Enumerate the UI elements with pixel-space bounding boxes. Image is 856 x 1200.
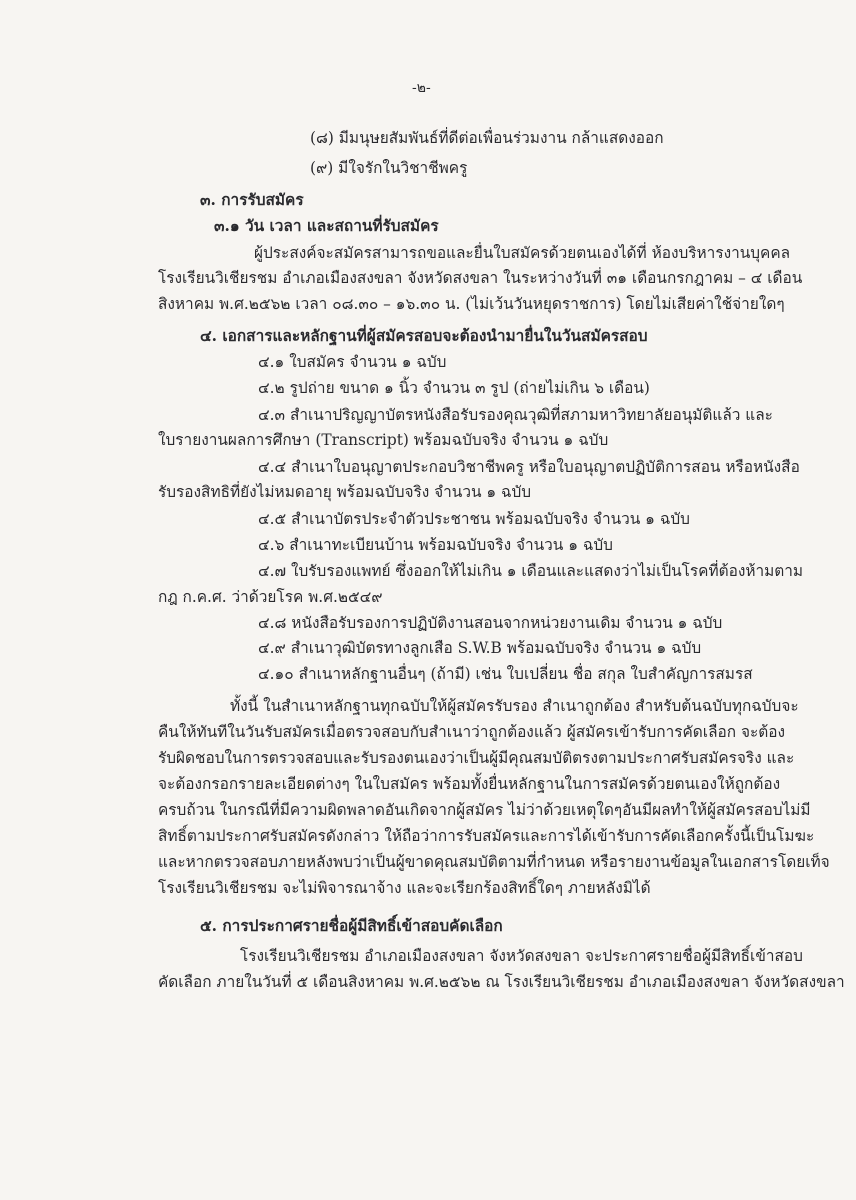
document-list-item: ๔.๔ สำเนาใบอนุญาตประกอบวิชาชีพครู หรือใบอนุญาตปฏิบัติการสอน หรือหนังสือ — [258, 458, 800, 476]
section-4-note-line: คืนให้ทันทีในวันรับสมัครเมื่อตรวจสอบกับสำเนาว่าถูกต้องแล้ว ผู้สมัครเข้ารับการคัดเลือก จะต้อง — [158, 723, 785, 741]
document-list-item: ๔.๑ ใบสมัคร จำนวน ๑ ฉบับ — [258, 353, 447, 371]
document-list-item: ๔.๑๐ สำเนาหลักฐานอื่นๆ (ถ้ามี) เช่น ใบเปลี่ยน ชื่อ สกุล ใบสำคัญการสมรส — [258, 665, 753, 683]
section-3-paragraph-line: โรงเรียนวิเชียรชม อำเภอเมืองสงขลา จังหวัดสงขลา ในระหว่างวันที่ ๓๑ เดือนกรกฎาคม – ๔ เดือน — [158, 269, 803, 287]
section-5-heading: ๕. การประกาศรายชื่อผู้มีสิทธิ์เข้าสอบคัดเลือก — [200, 917, 503, 935]
section-4-note-line: ทั้งนี้ ในสำเนาหลักฐานทุกฉบับให้ผู้สมัครรับรอง สำเนาถูกต้อง สำหรับต้นฉบับทุกฉบับจะ — [230, 697, 799, 715]
section-3-paragraph-line: สิงหาคม พ.ศ.๒๕๖๒ เวลา ๐๘.๓๐ – ๑๖.๓๐ น. (ไม่เว้นวันหยุดราชการ) โดยไม่เสียค่าใช้จ่ายใดๆ — [158, 295, 785, 313]
qualification-item: (๙) มีใจรักในวิชาชีพครู — [310, 159, 468, 177]
section-4-note-line: สิทธิ์ตามประกาศรับสมัครดังกล่าว ให้ถือว่าการรับสมัครและการได้เข้ารับการคัดเลือกครั้งนี้เป็นโมฆะ — [158, 827, 815, 845]
section-4-heading: ๔. เอกสารและหลักฐานที่ผู้สมัครสอบจะต้องนำมายื่นในวันสมัครสอบ — [200, 327, 648, 345]
document-list-item: ๔.๖ สำเนาทะเบียนบ้าน พร้อมฉบับจริง จำนวน ๑ ฉบับ — [258, 536, 613, 554]
page-number: -๒- — [412, 80, 431, 96]
section-4-note-line: โรงเรียนวิเชียรชม จะไม่พิจารณาจ้าง และจะเรียกร้องสิทธิ์ใดๆ ภายหลังมิได้ — [158, 879, 651, 897]
section-5-paragraph-line: โรงเรียนวิเชียรชม อำเภอเมืองสงขลา จังหวัดสงขลา จะประกาศรายชื่อผู้มีสิทธิ์เข้าสอบ — [240, 947, 803, 965]
document-list-item: ๔.๓ สำเนาปริญญาบัตรหนังสือรับรองคุณวุฒิที่สภามหาวิทยาลัยอนุมัติแล้ว และ — [258, 406, 773, 424]
document-list-item: ๔.๙ สำเนาวุฒิบัตรทางลูกเสือ S.W.B พร้อมฉบับจริง จำนวน ๑ ฉบับ — [258, 639, 702, 657]
section-3-1-heading: ๓.๑ วัน เวลา และสถานที่รับสมัคร — [214, 217, 439, 235]
section-4-note-line: และหากตรวจสอบภายหลังพบว่าเป็นผู้ขาดคุณสมบัติตามที่กำหนด หรือรายงานข้อมูลในเอกสารโดยเท็จ — [158, 853, 830, 871]
document-list-item: ๔.๕ สำเนาบัตรประจำตัวประชาชน พร้อมฉบับจริง จำนวน ๑ ฉบับ — [258, 510, 690, 528]
qualification-item: (๘) มีมนุษยสัมพันธ์ที่ดีต่อเพื่อนร่วมงาน กล้าแสดงออก — [310, 129, 664, 147]
document-list-item: ๔.๒ รูปถ่าย ขนาด ๑ นิ้ว จำนวน ๓ รูป (ถ่ายไม่เกิน ๖ เดือน) — [258, 379, 650, 397]
section-3-heading: ๓. การรับสมัคร — [200, 191, 304, 209]
document-list-item-cont: กฎ ก.ค.ศ. ว่าด้วยโรค พ.ศ.๒๕๔๙ — [158, 588, 383, 606]
document-list-item: ๔.๘ หนังสือรับรองการปฏิบัติงานสอนจากหน่วยงานเดิม จำนวน ๑ ฉบับ — [258, 614, 723, 632]
document-list-item: ๔.๗ ใบรับรองแพทย์ ซึ่งออกให้ไม่เกิน ๑ เดือนและแสดงว่าไม่เป็นโรคที่ต้องห้ามตาม — [258, 562, 804, 580]
document-list-item-cont: รับรองสิทธิที่ยังไม่หมดอายุ พร้อมฉบับจริง จำนวน ๑ ฉบับ — [158, 483, 532, 501]
section-4-note-line: ครบถ้วน ในกรณีที่มีความผิดพลาดอันเกิดจากผู้สมัคร ไม่ว่าด้วยเหตุใดๆอันมีผลทำให้ผู้สมัครสอบไม่มี — [158, 801, 811, 819]
section-4-note-line: รับผิดชอบในการตรวจสอบและรับรองตนเองว่าเป็นผู้มีคุณสมบัติตรงตามประกาศรับสมัครจริง และ — [158, 749, 795, 767]
section-3-paragraph-line: ผู้ประสงค์จะสมัครสามารถขอและยื่นใบสมัครด้วยตนเองได้ที่ ห้องบริหารงานบุคคล — [254, 244, 791, 262]
section-4-note-line: จะต้องกรอกรายละเอียดต่างๆ ในใบสมัคร พร้อมทั้งยื่นหลักฐานในการสมัครด้วยตนเองให้ถูกต้อง — [158, 775, 781, 793]
section-5-paragraph-line: คัดเลือก ภายในวันที่ ๕ เดือนสิงหาคม พ.ศ.๒๕๖๒ ณ โรงเรียนวิเชียรชม อำเภอเมืองสงขลา จังหวัดสงขลา — [158, 973, 845, 991]
document-list-item-cont: ใบรายงานผลการศึกษา (Transcript) พร้อมฉบับจริง จำนวน ๑ ฉบับ — [158, 431, 609, 449]
